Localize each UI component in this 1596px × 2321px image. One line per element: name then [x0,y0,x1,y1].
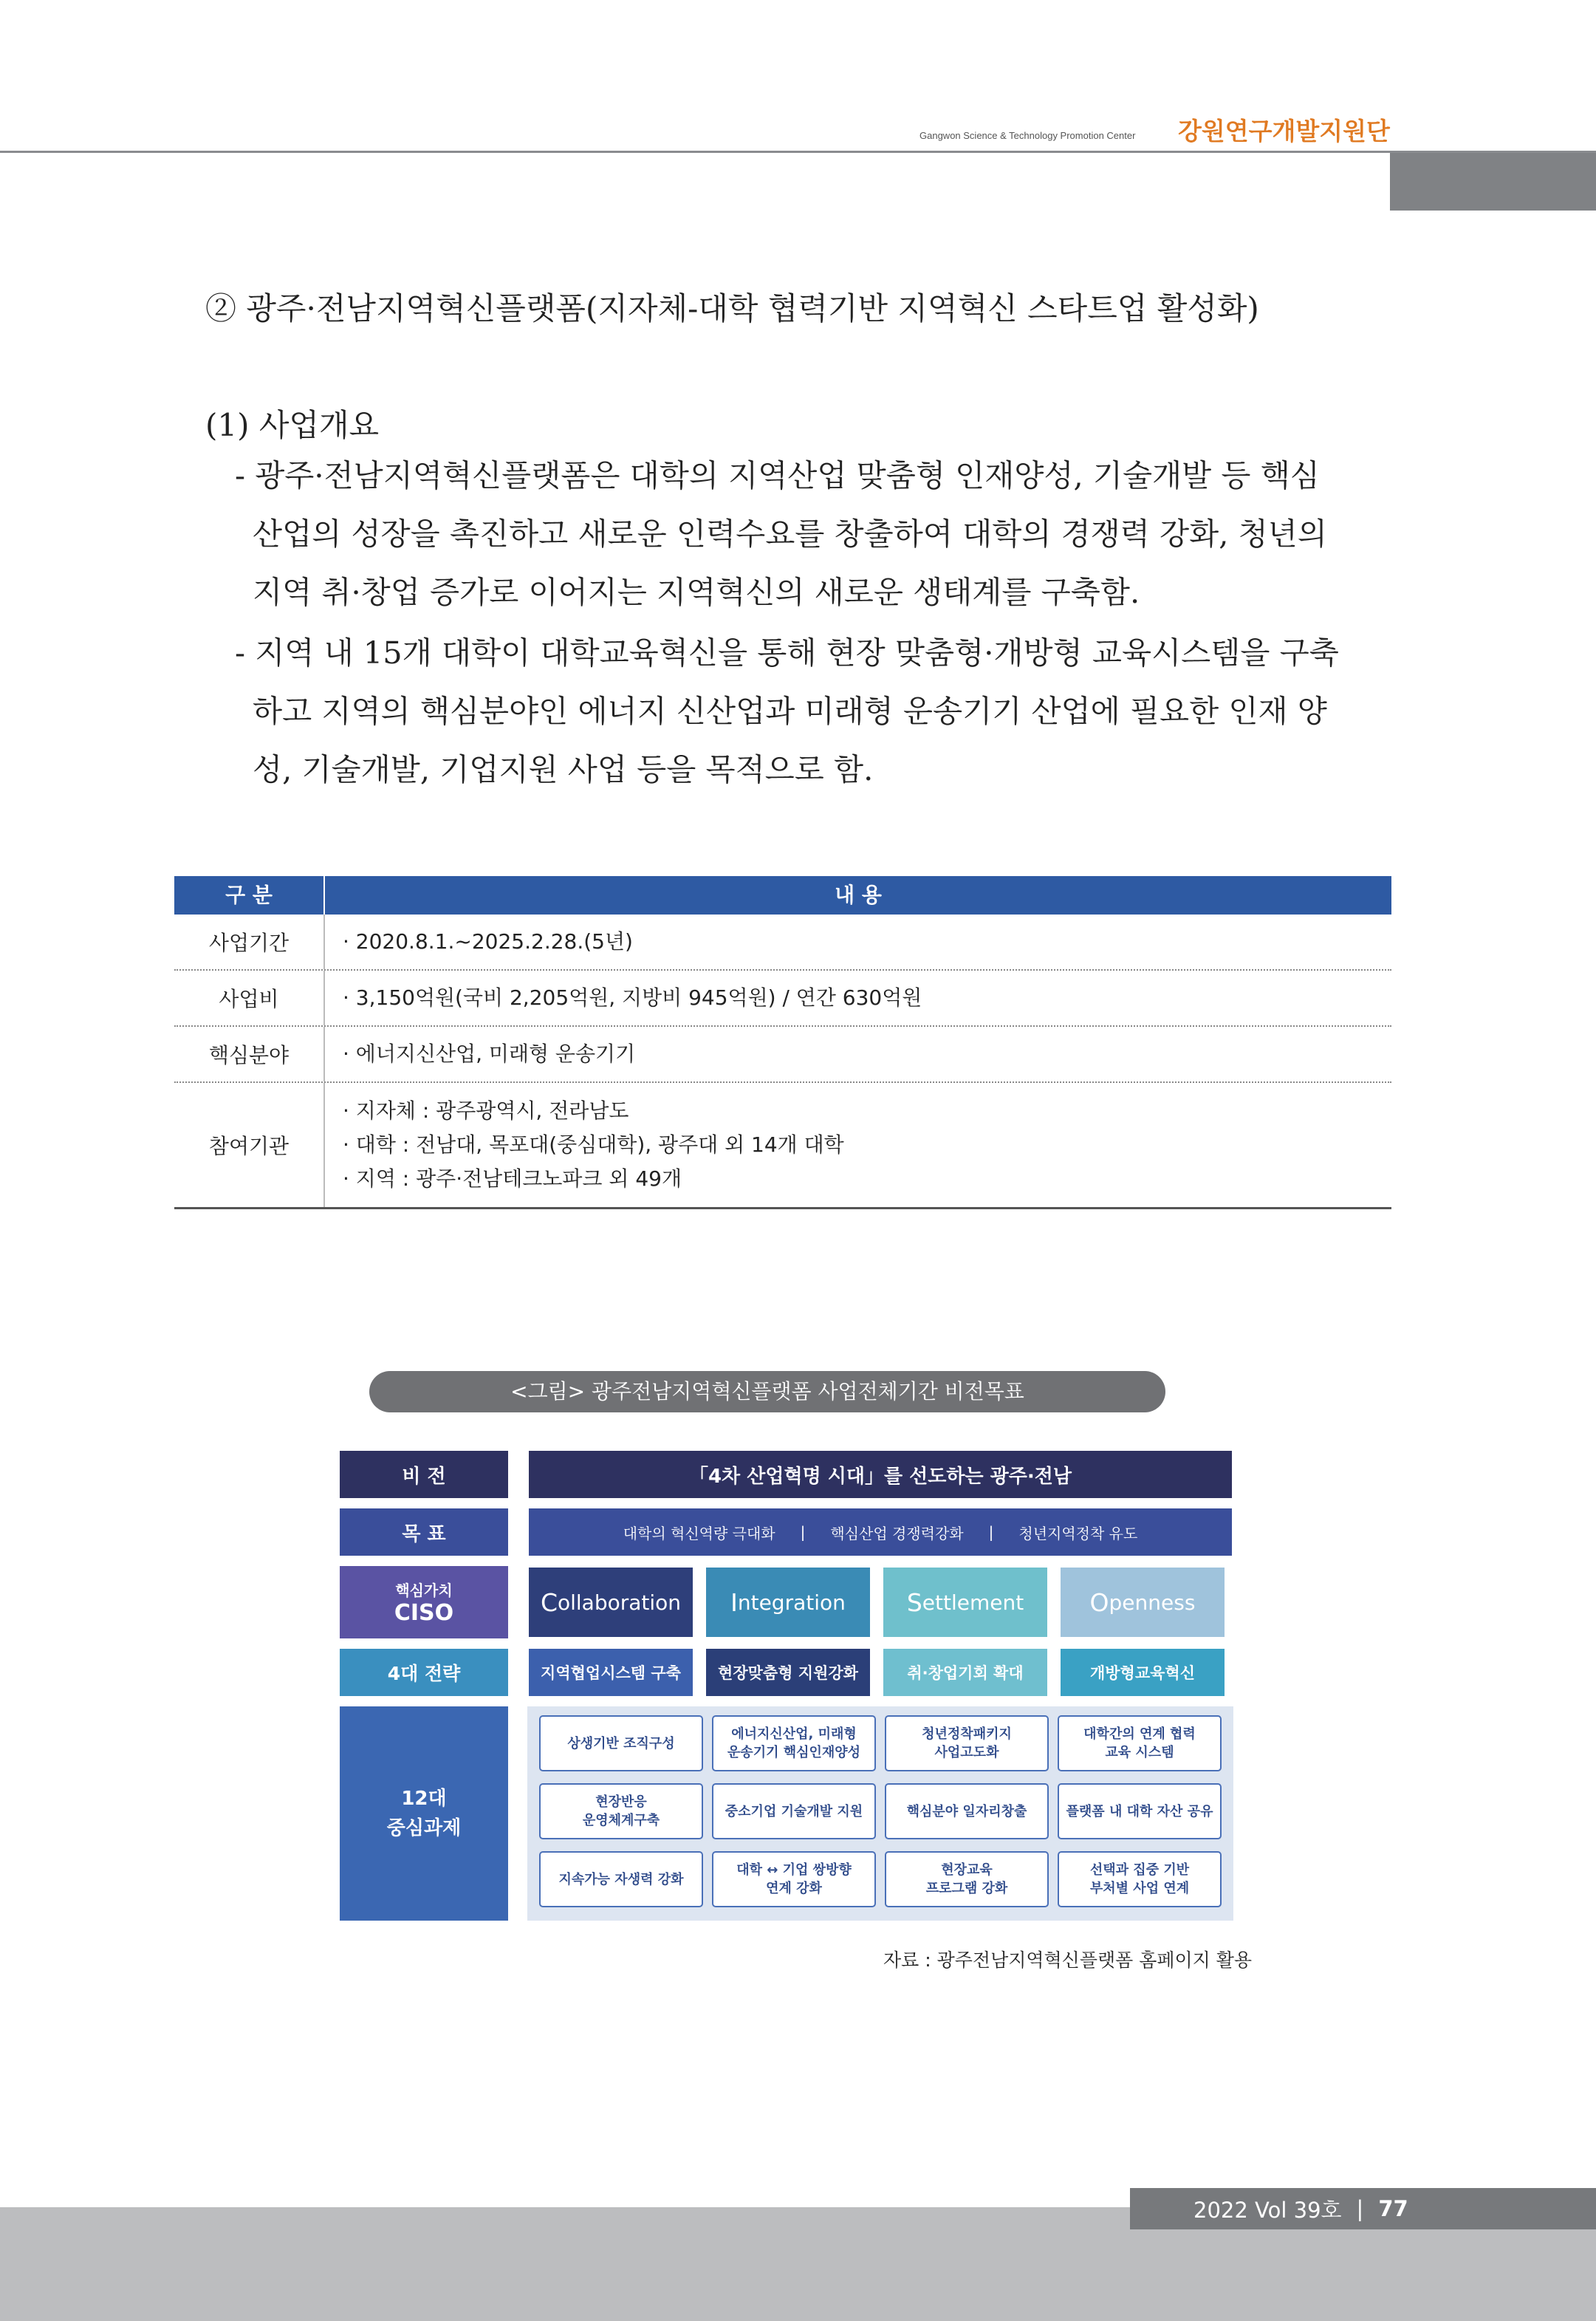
core-value-text: 핵심가치 [395,1582,453,1599]
paragraph-1 [235,446,1397,621]
task-box [539,1715,703,1771]
row-label: 사업기간 [174,915,325,969]
paragraph-2 [235,623,1397,799]
row-label: 핵심분야 [174,1027,325,1081]
task-text: 중소기업 기술개발 지원 [725,1803,863,1819]
goal-separator: | [988,1523,994,1541]
tasks-label-line: 중심과제 [386,1817,462,1839]
task-text: 사업고도화 [934,1745,999,1760]
table-row [174,915,1391,971]
ciso-initial: S [906,1587,922,1617]
ciso-openness [1061,1568,1225,1637]
task-box [712,1783,876,1839]
task-box [885,1851,1049,1907]
task-text: 플랫폼 내 대학 자산 공유 [1066,1803,1213,1819]
paragraph-line: - 지역 내 15개 대학이 대학교육혁신을 통해 현장 맞춤형·개방형 교육시스템을 구축 [235,635,1339,671]
row-line: · 대학 : 전남대, 목포대(중심대학), 광주대 외 14개 대학 [343,1132,844,1157]
header-org-english: Gangwon Science & Technology Promotion Center [919,130,1136,141]
row-content [325,1083,1391,1207]
header-org-korean: 강원연구개발지원단 [1178,117,1390,146]
task-box [712,1851,876,1907]
goal-separator: | [800,1523,806,1541]
label-tasks [340,1706,508,1921]
label-strategy: 4대 전략 [340,1649,508,1696]
goal-item: 핵심산업 경쟁력강화 [830,1524,964,1542]
strategy-item: 개방형교육혁신 [1061,1649,1225,1696]
strategy-item: 현장맞춤형 지원강화 [706,1649,870,1696]
section-title: ② 광주·전남지역혁신플랫폼(지자체-대학 협력기반 지역혁신 스타트업 활성화) [205,290,1259,327]
header-tab [1390,153,1596,211]
strategy-item: 지역협업시스템 구축 [529,1649,693,1696]
ciso-collaboration [529,1568,693,1637]
paragraph-line: 산업의 성장을 촉진하고 새로운 인력수요를 창출하여 대학의 경쟁력 강화, 청년의 [253,516,1327,552]
ciso-integration [706,1568,870,1637]
row-line: · 2020.8.1.~2025.2.28.(5년) [343,929,633,954]
task-text: 선택과 집중 기반 [1089,1862,1190,1878]
row-line: · 지역 : 광주·전남테크노파크 외 49개 [343,1166,682,1191]
goal-item: 대학의 혁신역량 극대화 [623,1524,775,1542]
tasks-label-line: 12대 [401,1788,447,1810]
task-text: 지속가능 자생력 강화 [558,1871,684,1887]
goal-bar [529,1508,1232,1556]
header-category: 구 분 [174,876,325,915]
ciso-initial: C [540,1587,558,1617]
header-rule [0,151,1596,153]
vision-bar: 「4차 산업혁명 시대」를 선도하는 광주·전남 [529,1451,1232,1498]
task-box [885,1783,1049,1839]
task-text: 부처별 사업 연계 [1089,1881,1190,1896]
table-row [174,1027,1391,1083]
table-header [174,876,1391,915]
ciso-rest: ettlement [922,1590,1024,1615]
task-box [885,1715,1049,1771]
label-core-value [340,1566,508,1638]
paragraph-line: 지역 취·창업 증가로 이어지는 지역혁신의 새로운 생태계를 구축함. [253,574,1140,610]
header-content: 내 용 [835,883,882,907]
task-text: 교육 시스템 [1105,1745,1174,1760]
task-text: 대학 ↔ 기업 쌍방향 [736,1862,852,1878]
row-content [325,971,1391,1025]
task-box [539,1851,703,1907]
task-box [1058,1851,1222,1907]
strategy-item: 취·창업기회 확대 [883,1649,1047,1696]
footer-tab [1130,2188,1596,2229]
footer-separator: | [1356,2196,1364,2221]
row-line: · 에너지신산업, 미래형 운송기기 [343,1042,636,1066]
task-text: 현장교육 [941,1862,993,1878]
paragraph-line: 성, 기술개발, 기업지원 사업 등을 목적으로 함. [253,751,874,787]
table-row [174,971,1391,1027]
label-vision: 비 전 [340,1451,508,1498]
task-text: 에너지신산업, 미래형 [731,1726,857,1742]
figure-caption: <그림> 광주전남지역혁신플랫폼 사업전체기간 비전목표 [369,1371,1165,1412]
paragraph-line: 하고 지역의 핵심분야인 에너지 신산업과 미래형 운송기기 산업에 필요한 인재 양 [253,693,1327,729]
row-label: 참여기관 [174,1083,325,1207]
figure-source: 자료 : 광주전남지역혁신플랫폼 홈페이지 활용 [883,1949,1253,1971]
task-text: 청년정착패키지 [922,1726,1012,1742]
task-text: 핵심분야 일자리창출 [906,1803,1027,1819]
section-subtitle: (1) 사업개요 [205,407,380,443]
label-goal: 목 표 [340,1508,508,1556]
ciso-rest: ntegration [737,1590,846,1615]
ciso-rest: ollaboration [557,1590,682,1615]
core-value-acronym: CISO [394,1600,454,1626]
task-text: 운영체계구축 [582,1813,660,1828]
task-text: 상생기반 조직구성 [567,1735,675,1751]
ciso-initial: O [1089,1587,1109,1617]
page-number: 77 [1378,2196,1408,2221]
table-row [174,1083,1391,1209]
task-text: 대학간의 연계 협력 [1083,1726,1196,1742]
row-line: · 3,150억원(국비 2,205억원, 지방비 945억원) / 연간 630억원 [343,985,922,1010]
task-text: 운송기기 핵심인재양성 [727,1745,861,1760]
task-box [539,1783,703,1839]
row-line: · 지자체 : 광주광역시, 전라남도 [343,1098,629,1123]
task-text: 현장반응 [595,1794,647,1810]
task-box [1058,1715,1222,1771]
ciso-rest: penness [1109,1590,1196,1615]
ciso-settlement [883,1568,1047,1637]
ciso-initial: I [730,1587,738,1617]
task-text: 연계 강화 [766,1881,822,1896]
task-box [1058,1783,1222,1839]
row-content [325,1027,1391,1081]
paragraph-line: - 광주·전남지역혁신플랫폼은 대학의 지역산업 맞춤형 인재양성, 기술개발 등 핵심 [235,457,1320,493]
row-content [325,915,1391,969]
task-box [712,1715,876,1771]
goal-item: 청년지역정착 유도 [1018,1524,1138,1542]
footer-volume: 2022 Vol 39호 [1193,2197,1342,2223]
task-text: 프로그램 강화 [925,1881,1008,1896]
overview-table [174,876,1391,1209]
row-label: 사업비 [174,971,325,1025]
